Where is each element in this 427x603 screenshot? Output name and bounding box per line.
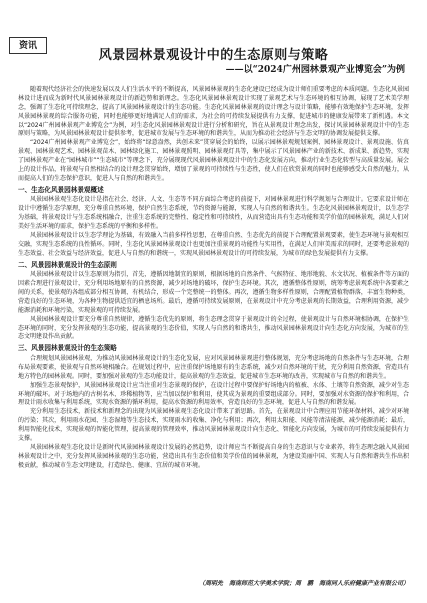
section-paragraph: 充分利用生态技术，新技术和新理念的出现为风景园林景观生态化设计带来了新思路。首先，在景观设计中合理应用节能环保材料，减少对环境的污染；其次，利用雨水花园、生态湿地等生态技术，实现雨水的收集、净化与利用；再次，利用太阳能、风能等清洁能源，减少能源消耗；最后，利用智能化技术，实现景观的智能化管理，提高景观的管理效率，推动风景园林景观设计向生态化、智能化方向发展，为城市的可持续发展提供有力支撑。 xyxy=(18,408,409,442)
section-heading: 三、风景园林景观设计的生态策略 xyxy=(18,344,117,353)
section-paragraph: 风景园林景观生态化设计是新时代风景园林景观设计发展的必然趋势，设计师应当不断提高自身的生态意识与专业素养，将生态理念融入风景园林景观设计之中，充分发挥风景园林景观的生态功能，营造出具有生态价值和美学价值的园林景观，为建设美丽中国、实现人与自然和谐共生作出积极贡献，推动城市生态文明建设，打造绿色、健康、宜居的城市环境。 xyxy=(18,443,409,469)
section-paragraph: 加强生态景观保护，风景园林景观设计应当注重对生态景观的保护，在设计过程中要保护好场地内的植被、水体、土壤等自然资源，减少对生态环境的破坏。对于场地内的古树名木、珍稀植物等，应当加以保护和利用，使其成为景观的重要组成部分。同时，要加强对水资源的保护和利用，合理设计雨水收集与利用系统，实现水资源的循环利用，提高水资源的利用效率，营造良好的生态环境，促进人与自然的和谐发展。 xyxy=(18,381,409,407)
intro-paragraph: 随着现代经济社会的快速发展以及人们生活水平的不断提高，风景园林景观的生态化建设已经成为设计师们重要考虑的本质问题。生态化风景园林设计进而成为新时代风景园林景观设计的新趋势和新理念。生态化风景园林景观设计实现了景观艺术与生态环境的相互协调，展现了艺术美学理念，强调了生态化可持续理念，提高了风景园林景观设计的生态功能。生态化风景园林景观的设计理念与设计策略，能够有效地保护生态环境，发挥风景园林景观的综合服务功能，同时也能够更好地满足人们的需求，为社会的可持续发展提供有力支撑，促进城市的健康发展带来了新机遇。本文以“2024广州园林景观产业博览会”为例，对生态化风景园林景观设计进行分析和研究，旨在从景观设计理念出发，探讨风景园林景观设计中的生态原则与策略，为风景园林景观设计提供参考，促进城市发展与生态环境的和谐共生，从而为推动社会经济与生态文明的协调发展提供支撑。 xyxy=(18,86,409,138)
section-paragraph: 风景园林景观设计以生态学理论为基础，有效融入当前多样性思想，在尊重自然、生态优先的前提下合理配置景观要素，使生态环境与景观相互交融，实现生态系统的良性循环。同时，生态化风景园林景观设计也更加注重景观的功能性与实用性，在满足人们审美需求的同时，还要考虑景观的生态效益、社会效益与经济效益，促进人与自然的和谐统一，实现风景园林景观设计的可持续发展，为城市的绿色发展提供有力支撑。 xyxy=(18,231,409,257)
section-paragraph: 风景园林景观生态化设计是指在社会、经济、人文、生态等不同方面综合考虑的前提下，对园林景观进行科学规划与合理设计。它要求设计师在设计中遵循生态学原理，充分尊重自然环境，保护自然生态系统，节约资源与能源，实现人与自然的和谐共生。生态化风景园林景观设计，以生态学为基础，将景观设计与生态系统相融合，注重生态系统的完整性、稳定性和可持续性，从而营造出具有生态功能和美学价值的园林景观，满足人们对美好生活环境的需求，保护生态系统的平衡和多样性。 xyxy=(18,196,409,230)
section-tag: 资讯 xyxy=(9,37,47,54)
section-paragraph: 风景园林景观设计以生态原则为指引，首先，遵循因地制宜的原则，根据场地的自然条件、气候特征、地形地貌、水文状况、植被条件等方面的因素合理进行景观设计，充分利用场地原有的自然资源，减少对场地的破坏，保护生态环境。其次，遵循整体性原则，统筹考虑景观系统中各要素之间的关系，使景观的各组成部分相互协调、有机结合，形成一个完整统一的整体。再次，遵循生物多样性原则，合理配置植物群落，丰富生物种类，营造良好的生态环境，为各种生物提供适宜的栖息场所。最后，遵循可持续发展原则，在景观设计中充分考虑景观的长期效益，合理利用资源，减少能源消耗和环境污染，实现景观的可持续发展。 xyxy=(18,271,409,314)
article-subtitle: ——以“2024广州园林景观产业博览会”为例 xyxy=(225,65,405,75)
section-paragraph: 合理规划风景园林景观，为推动风景园林景观设计的生态化发展，应对风景园林景观进行整体规划，充分考虑场地的自然条件与生态环境，合理布局景观要素，使景观与自然环境相融合。在规划过程中，应注重保护场地原有的生态系统，减少对自然环境的干扰，充分利用自然资源，营造具有地方特色的园林景观。同时，要加强对景观的生态功能设计，提高景观的生态效益，促进城市生态环境的改善，实现城市与自然的和谐共生。 xyxy=(18,355,409,380)
section-heading: 一、生态化风景园林景观概述 xyxy=(18,185,104,194)
article-title: 风景园林景观设计中的生态原则与策略 xyxy=(98,48,329,63)
intro-paragraph: “2024广州园林景观产业博览会”，始终将“绿意盎然，共创未来”贯穿展会的始终，以展示园林景观规划案例、园林景观设计、景观设施、仿真景观、园林景观艺术、园林景观苗木、园林绿化施工、园林景观照明、园林景观灯具等，集中展示了风景园林产业的新技术、新成果、新趋势，实现了园林景观产业在“园林城市”“生态城市”等理念下，充分展现现代风景园林景观设计中的生态化发展方向，推动行业生态化转型与高质量发展。展会上的设计作品，将景观与自然相结合的设计理念贯穿始终，增加了景观的可持续性与生态性，使人们在欣赏景观的同时也能够感受大自然的魅力，从而提高人们的生态保护意识，促进人与自然的和谐共生。 xyxy=(18,139,409,182)
author-credit: （周明先 海南师范大学美术学院；周 鹏 海南同人乐府健康产业有限公司） xyxy=(198,580,409,587)
section-heading: 二、风景园林景观设计的生态原则 xyxy=(18,260,117,269)
section-paragraph: 风景园林景观设计要充分尊重自然规律，遵循生态优先的原则，将生态理念贯穿于景观设计的全过程，使景观设计与自然环境相协调，在保护生态环境的同时，充分发挥景观的生态功能，提高景观的生态价值，实现人与自然的和谐共生，推动风景园林景观设计向生态化方向发展，为城市的生态文明建设作出贡献。 xyxy=(18,315,409,341)
article-body xyxy=(18,86,409,470)
